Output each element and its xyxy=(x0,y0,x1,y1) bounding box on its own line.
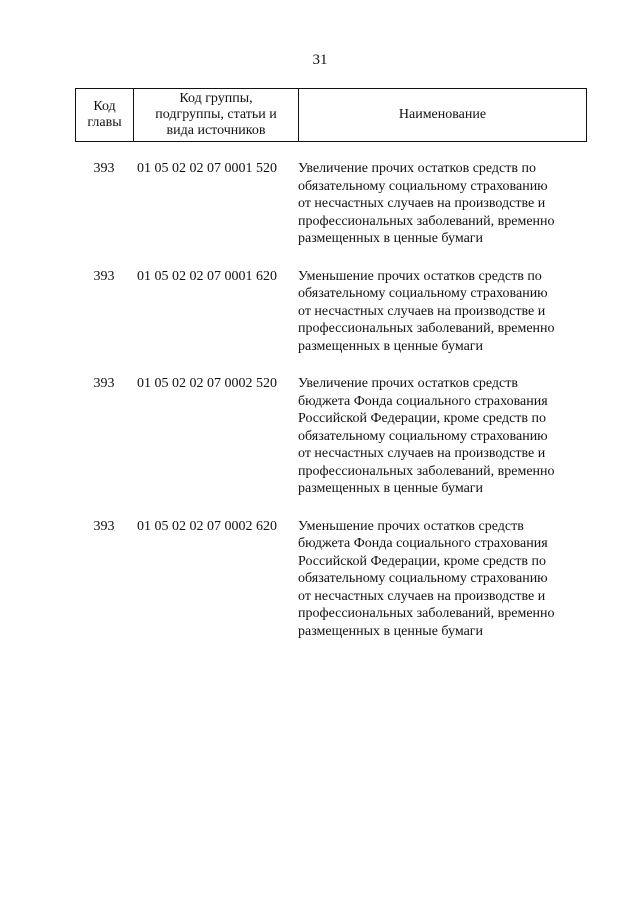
header-chapter-code-line: главы xyxy=(87,115,122,130)
header-group-code-line: подгруппы, статьи и xyxy=(155,107,277,122)
name-line: размещенных в ценные бумаги xyxy=(298,231,484,246)
name-line: размещенных в ценные бумаги xyxy=(298,338,484,354)
name-cell xyxy=(298,518,588,641)
source-code-cell: 01 05 02 02 07 0002 620 xyxy=(137,518,277,534)
header-group-code-line: Код группы, xyxy=(179,91,253,106)
header-group-code xyxy=(134,89,299,141)
header-chapter-code-line: Код xyxy=(93,99,116,114)
name-line: бюджета Фонда социального страхования xyxy=(298,536,548,551)
name-line: Увеличение прочих остатков средств по xyxy=(298,161,536,176)
name-line: профессиональных заболеваний, временно xyxy=(298,213,555,229)
name-line: бюджета Фонда социального страхования xyxy=(298,393,548,409)
table-row xyxy=(75,160,595,248)
name-line: обязательному социальному страхованию xyxy=(298,428,548,444)
name-line: размещенных в ценные бумаги xyxy=(298,623,484,639)
name-line: Увеличение прочих остатков средств xyxy=(298,376,519,391)
table-body xyxy=(75,160,595,660)
source-code-cell: 01 05 02 02 07 0002 520 xyxy=(137,376,277,391)
name-line: обязательному социальному страхованию xyxy=(298,178,548,194)
table-row xyxy=(75,375,595,498)
name-cell xyxy=(298,375,588,498)
header-group-code-line: вида источников xyxy=(166,123,266,138)
header-name xyxy=(299,89,586,141)
source-code-cell: 01 05 02 02 07 0001 520 xyxy=(137,161,277,176)
name-line: от несчастных случаев на производстве и xyxy=(298,303,546,319)
name-cell xyxy=(298,160,588,248)
table-row xyxy=(75,268,595,356)
name-line: от несчастных случаев на производстве и xyxy=(298,196,546,211)
name-line: Российской Федерации, кроме средств по xyxy=(298,411,547,426)
table-header xyxy=(75,88,587,142)
name-cell xyxy=(298,268,588,356)
name-line: обязательному социальному страхованию xyxy=(298,286,548,301)
chapter-code-cell: 393 xyxy=(93,161,115,176)
chapter-code-cell: 393 xyxy=(93,518,115,534)
name-line: Уменьшение прочих остатков средств xyxy=(298,518,524,534)
table-row xyxy=(75,518,595,641)
chapter-code-cell: 393 xyxy=(93,268,115,284)
name-line: от несчастных случаев на производстве и xyxy=(298,446,546,461)
header-name-label: Наименование xyxy=(398,107,487,122)
name-line: профессиональных заболеваний, временно xyxy=(298,321,555,336)
name-line: профессиональных заболеваний, временно xyxy=(298,463,555,479)
name-line: Уменьшение прочих остатков средств по xyxy=(298,268,542,284)
chapter-code-cell: 393 xyxy=(93,376,115,391)
name-line: профессиональных заболеваний, временно xyxy=(298,606,555,621)
header-chapter-code xyxy=(76,89,134,141)
name-line: Российской Федерации, кроме средств по xyxy=(298,553,547,569)
name-line: размещенных в ценные бумаги xyxy=(298,481,484,496)
name-line: от несчастных случаев на производстве и xyxy=(298,588,546,604)
name-line: обязательному социальному страхованию xyxy=(298,571,548,586)
source-code-cell: 01 05 02 02 07 0001 620 xyxy=(137,268,277,284)
page-number: 31 xyxy=(312,52,328,68)
